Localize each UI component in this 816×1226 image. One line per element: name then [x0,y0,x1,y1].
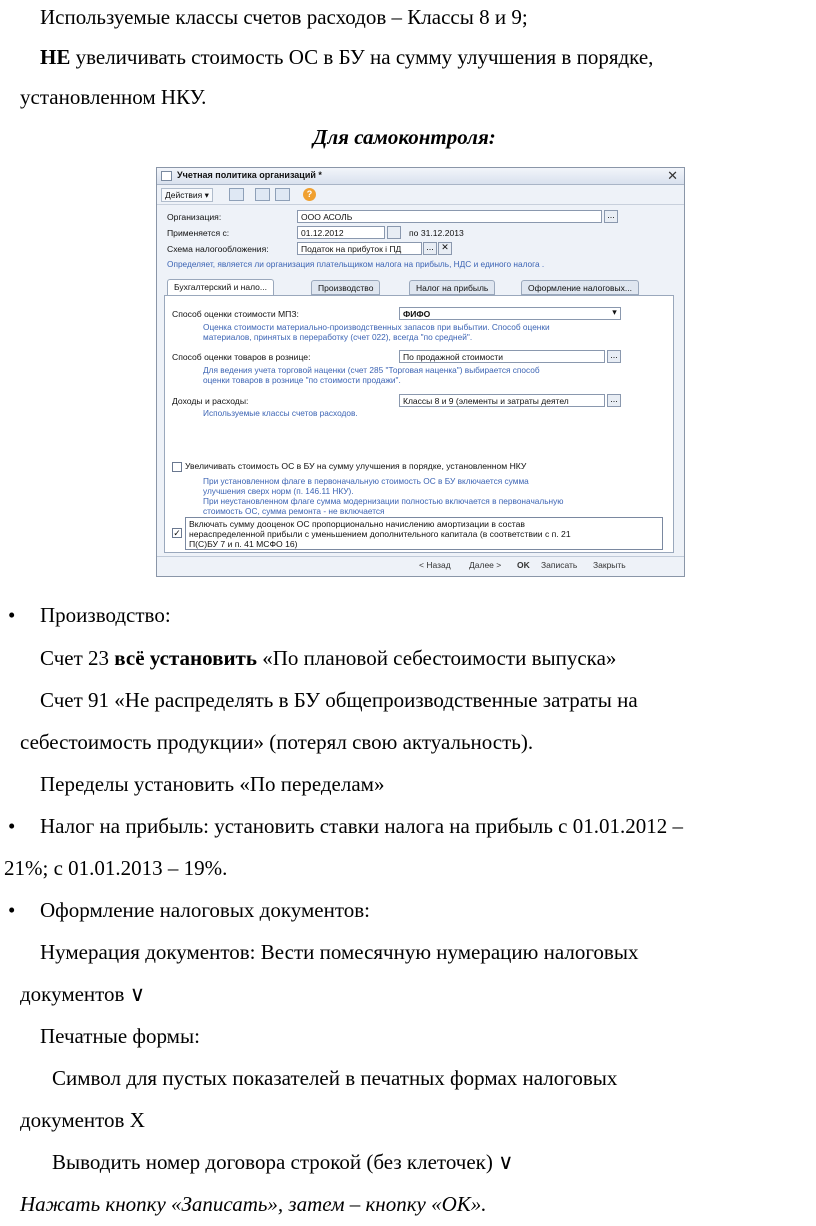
mpz-chevron-down-icon[interactable]: ▾ [612,307,617,317]
org-select-button[interactable]: ... [604,210,618,223]
text-bold-ne: НЕ [40,45,71,69]
org-label: Организация: [167,212,222,222]
revaluation-line-3: П(С)БУ 7 и п. 41 МСФО 16) [189,539,298,549]
text-line-final-instruction: Нажать кнопку «Записать», затем – кнопку «ОК». [20,1192,487,1216]
text-line-account-91: Счет 91 «Не распределять в БУ общепроизводственные затраты на [40,688,638,712]
increase-os-hint-2: улучшения сверх норм (п. 146.11 НКУ). [203,486,354,496]
tab-income-tax[interactable]: Налог на прибыль [409,280,495,295]
window-toolbar [157,185,684,205]
tab-accounting[interactable]: Бухгалтерский и нало... [167,279,274,296]
window-footer [157,556,684,576]
tax-scheme-clear-icon[interactable]: ✕ [438,242,452,255]
retail-hint-2: оценки товаров в рознице "по стоимости продажи". [203,375,401,385]
tab-panel-accounting [164,295,674,553]
help-icon[interactable]: ? [303,188,316,201]
mpz-hint-1: Оценка стоимости материально-производственных запасов при выбытии. Способ оценки [203,322,550,332]
save-button[interactable]: Записать [541,560,578,570]
retail-select-button[interactable]: ... [607,350,621,363]
calendar-icon[interactable] [387,226,401,239]
applied-date-input[interactable]: 01.12.2012 [297,226,385,239]
account-23-b: «По плановой себестоимости выпуска» [256,646,617,670]
increase-os-checkbox[interactable] [172,462,182,472]
text-line-2-rest: увеличивать стоимость ОС в БУ на сумму улучшения в порядке, [70,45,654,69]
close-button[interactable]: Закрыть [593,560,626,570]
close-icon[interactable]: ✕ [667,168,678,183]
mpz-select[interactable]: ФИФО [399,307,621,320]
retail-input[interactable]: По продажной стоимости [399,350,605,363]
text-line-contract-number: Выводить номер договора строкой (без клеточек) ∨ [52,1150,514,1174]
text-line-cost: себестоимость продукции» (потерял свою актуальность). [20,730,534,754]
revaluation-checkbox[interactable]: ✓ [173,528,181,538]
text-line-account-23 [40,645,616,671]
mpz-label: Способ оценки стоимости МПЗ: [172,309,299,319]
bullet-3: • [8,898,16,922]
tax-scheme-input[interactable]: Податок на прибуток і ПД [297,242,422,255]
revaluation-option-box [185,517,663,550]
window-title: Учетная политика организаций * [177,170,322,180]
save-copy-icon[interactable] [229,188,244,201]
text-line-rates: 21%; с 01.01.2013 – 19%. [4,856,228,880]
applied-label: Применяется с: [167,228,230,238]
bullet-2: • [8,814,16,838]
next-button[interactable]: Далее > [469,560,502,570]
accounting-policy-window [156,167,685,577]
account-23-bold: всё установить [114,646,257,670]
increase-os-label: Увеличивать стоимость ОС в БУ на сумму улучшения в порядке, установленном НКУ [185,461,527,471]
retail-hint-1: Для ведения учета торговой наценки (счет 285 "Торговая наценка") выбирается способ [203,365,540,375]
retail-label: Способ оценки товаров в рознице: [172,352,311,362]
window-icon [161,171,172,181]
self-control-heading: Для самоконтроля: [313,125,496,149]
mpz-hint-2: материалов, принятых в переработку (счет 022), всегда "по средней". [203,332,473,342]
income-select-button[interactable]: ... [607,394,621,407]
copy-icon[interactable] [275,188,290,201]
bullet-production: Производство: [40,603,171,627]
bullet-1: • [8,603,16,627]
tab-tax-documents[interactable]: Оформление налоговых... [521,280,639,295]
tab-production[interactable]: Производство [311,280,380,295]
bullet-income-tax: Налог на прибыль: установить ставки налога на прибыль с 01.01.2012 – [40,814,684,838]
increase-os-hint-3: При неустановленном флаге сумма модернизации полностью включается в первоначальную [203,496,564,506]
text-line-3: установленном НКУ. [20,85,207,109]
increase-os-hint-1: При установленном флаге в первоначальную стоимость ОС в БУ включается сумма [203,476,529,486]
tax-scheme-hint: Определяет, является ли организация плательщиком налога на прибыль, НДС и единого налога . [167,259,545,269]
text-line-documents-1: документов ∨ [20,982,146,1006]
income-label: Доходы и расходы: [172,396,249,406]
text-line-1: Используемые классы счетов расходов – Классы 8 и 9; [40,5,528,29]
text-line-print-forms: Печатные формы: [40,1024,200,1048]
applied-to-text: по 31.12.2013 [409,228,464,238]
revaluation-line-1: Включать сумму дооценок ОС пропорционально начислению амортизации в состав [189,519,525,529]
org-input[interactable]: ООО АСОЛЬ [297,210,602,223]
back-button[interactable]: < Назад [419,560,451,570]
revaluation-line-2: нераспределенной прибыли с уменьшением дополнительного капитала (в соответствии с п. 21 [189,529,571,539]
text-line-documents-2: документов Х [20,1108,145,1132]
income-input[interactable]: Классы 8 и 9 (элементы и затраты деятел [399,394,605,407]
text-line-2 [40,44,653,70]
text-line-redistribution: Переделы установить «По переделам» [40,772,385,796]
actions-menu-button[interactable]: Действия ▾ [161,188,213,202]
text-line-numbering: Нумерация документов: Вести помесячную нумерацию налоговых [40,940,639,964]
tax-scheme-select-button[interactable]: ... [423,242,437,255]
increase-os-hint-4: стоимость ОС, сумма ремонта - не включается [203,506,385,516]
tax-scheme-label: Схема налогообложения: [167,244,269,254]
income-hint: Используемые классы счетов расходов. [203,408,358,418]
text-line-empty-symbol: Символ для пустых показателей в печатных формах налоговых [52,1066,618,1090]
ok-button[interactable]: OK [517,560,530,570]
window-title-bar [157,168,684,185]
bullet-tax-documents: Оформление налоговых документов: [40,898,370,922]
structure-icon[interactable] [255,188,270,201]
account-23-a: Счет 23 [40,646,115,670]
